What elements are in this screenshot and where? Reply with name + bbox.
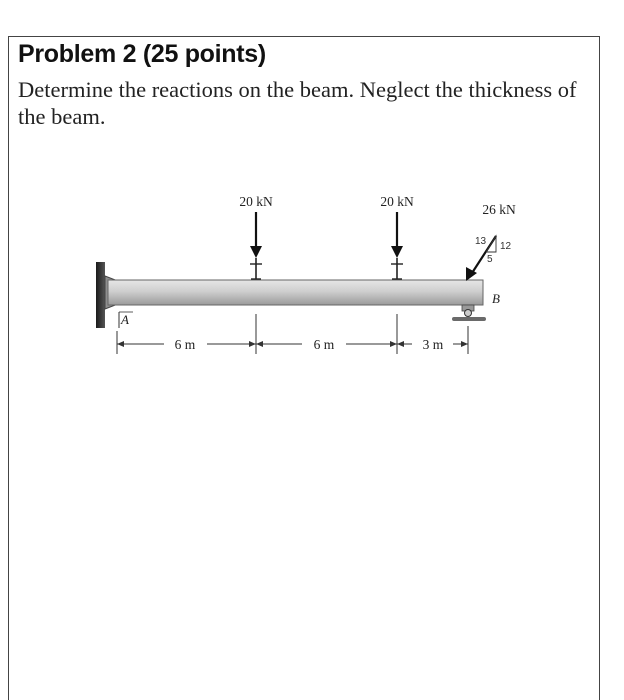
load-1-label: 20 kN: [239, 194, 273, 209]
dimension-2-label: 6 m: [313, 337, 335, 352]
slope-vertical-label: 12: [500, 241, 512, 252]
support-b-label: B: [492, 291, 500, 306]
slope-triangle: [486, 236, 496, 252]
slope-horizontal-label: 5: [487, 254, 493, 265]
problem-title: Problem 2 (25 points): [18, 40, 266, 68]
support-a-label: A: [121, 312, 129, 327]
slope-hypotenuse-label: 13: [475, 236, 487, 247]
load-3-label: 26 kN: [482, 202, 516, 217]
dimension-line: [117, 314, 468, 354]
load-2-label: 20 kN: [380, 194, 414, 209]
dimension-1-label: 6 m: [174, 337, 196, 352]
beam: [108, 280, 483, 305]
load-arrow-1: [250, 212, 262, 279]
load-arrow-2: [391, 212, 403, 279]
problem-statement: Determine the reactions on the beam. Neglect the thickness of the beam.: [18, 77, 577, 129]
roller-support-b: [452, 305, 486, 321]
dimension-3-label: 3 m: [422, 337, 444, 352]
wall-support: [96, 262, 105, 328]
